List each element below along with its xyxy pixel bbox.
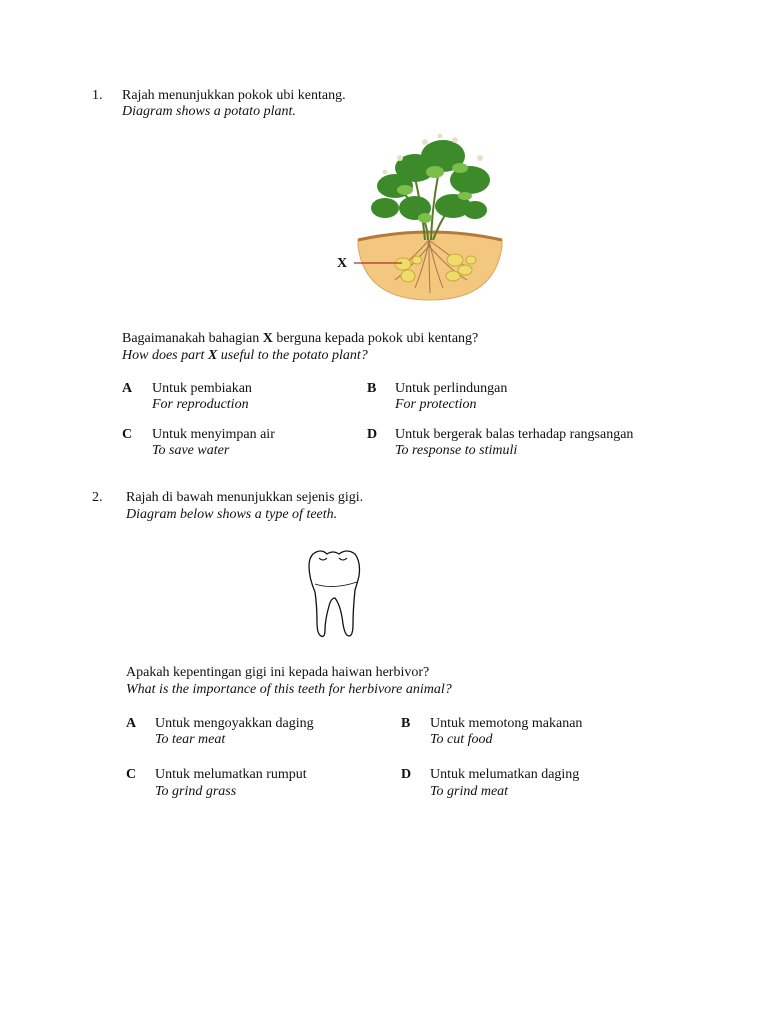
q1-option-a-letter: A [122,381,133,396]
q1-intro-en: Diagram shows a potato plant. [122,104,296,119]
q1-option-d-ms: Untuk bergerak balas terhadap rangsangan [395,427,634,442]
q1-number: 1. [92,88,103,103]
q1-stem-ms: Bagaimanakah bahagian X berguna kepada pokok ubi kentang? [122,331,479,346]
q2-stem-ms: Apakah kepentingan gigi ini kepada haiwan herbivor? [126,665,430,680]
q1-option-c-en: To save water [152,443,230,458]
q2-stem-en: What is the importance of this teeth for herbivore animal? [126,682,452,697]
q1-option-c-letter: C [122,427,133,442]
q2-option-c-en: To grind grass [155,784,237,799]
q1-intro-ms: Rajah menunjukkan pokok ubi kentang. [122,88,346,103]
q2-option-a-letter: A [126,716,137,731]
q1-option-d-en: To response to stimuli [395,443,518,458]
q2-option-d-ms: Untuk melumatkan daging [430,767,580,782]
q1-stem-en: How does part X useful to the potato plant? [122,348,368,363]
q2-option-a-en: To tear meat [155,732,226,747]
q1-option-c-ms: Untuk menyimpan air [152,427,275,442]
q2-intro-ms: Rajah di bawah menunjukkan sejenis gigi. [126,490,364,505]
q2-option-c-letter: C [126,767,137,782]
label-pointer-line [352,258,404,268]
q1-option-b-letter: B [367,381,377,396]
q1-option-d-letter: D [367,427,378,442]
q2-option-d-en: To grind meat [430,784,509,799]
q2-option-d-letter: D [401,767,412,782]
q2-option-b-letter: B [401,716,411,731]
q2-option-c-ms: Untuk melumatkan rumput [155,767,307,782]
q1-figure-label: X [337,256,348,271]
molar-tooth-diagram-icon [303,548,365,640]
q2-number: 2. [92,490,103,505]
q2-option-b-en: To cut food [430,732,493,747]
q1-option-a-en: For reproduction [152,397,249,412]
q2-intro-en: Diagram below shows a type of teeth. [126,507,338,522]
q1-option-a-ms: Untuk pembiakan [152,381,252,396]
q1-option-b-ms: Untuk perlindungan [395,381,508,396]
q2-option-a-ms: Untuk mengoyakkan daging [155,716,314,731]
q2-option-b-ms: Untuk memotong makanan [430,716,583,731]
q1-option-b-en: For protection [395,397,477,412]
potato-plant-diagram-icon [355,128,505,303]
